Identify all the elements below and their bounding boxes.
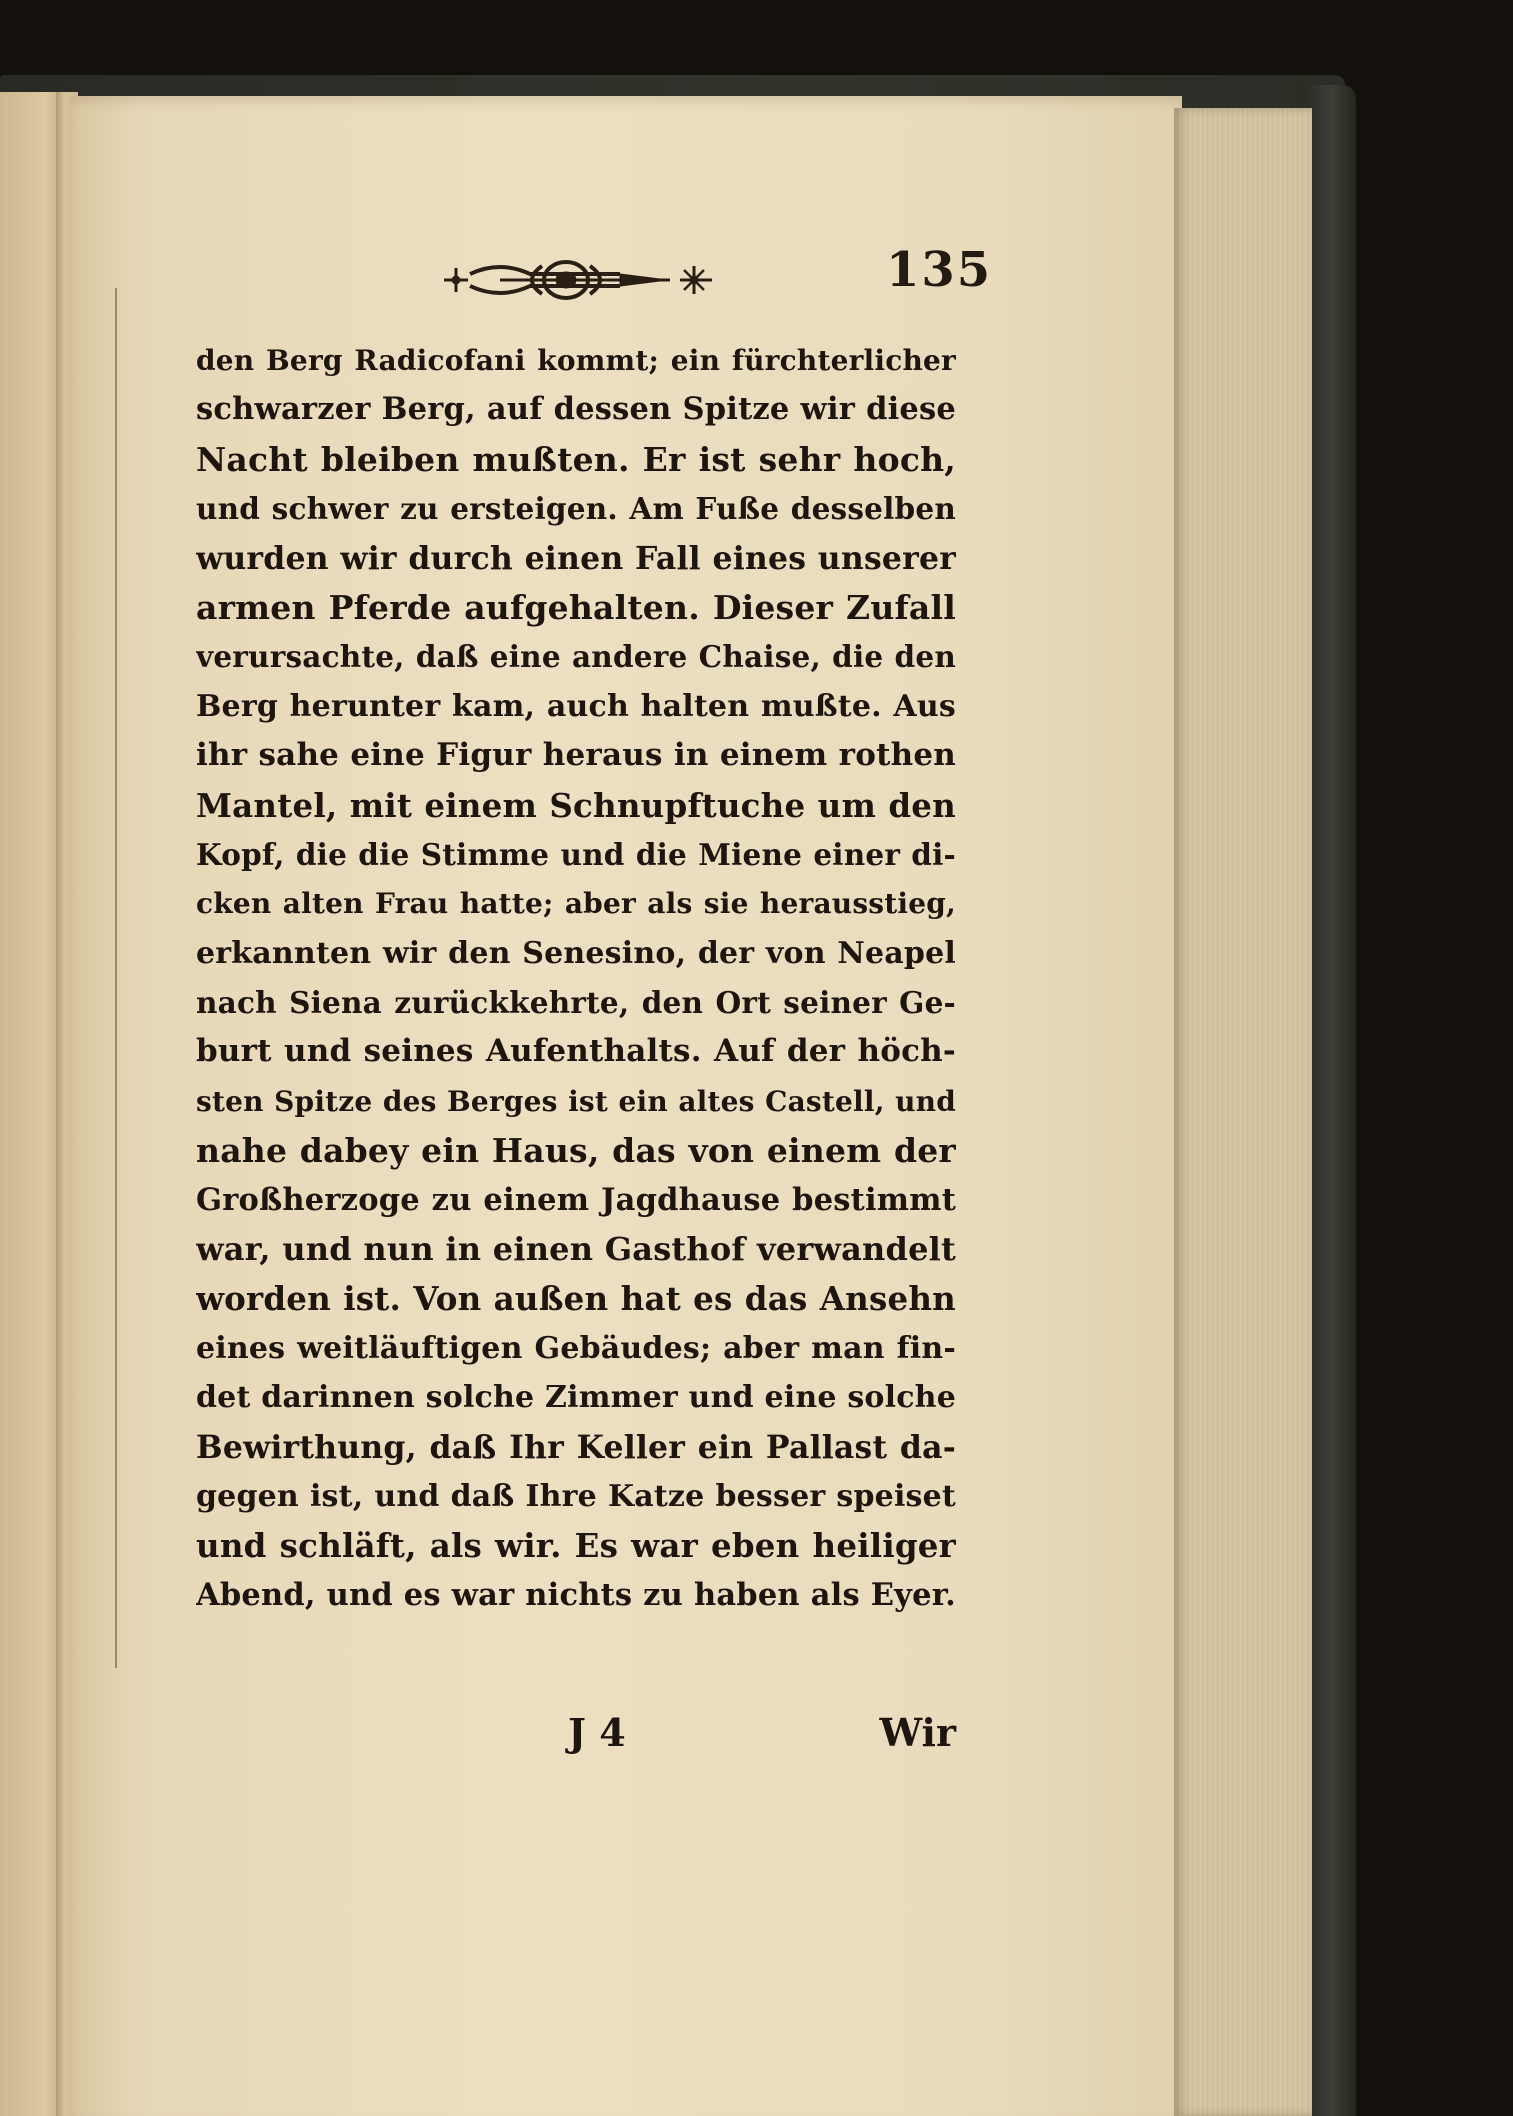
text-line: Bewirthung, daß Ihr Keller ein Pallast da- bbox=[196, 1428, 956, 1466]
body-text bbox=[196, 336, 956, 1620]
text-line: cken alten Frau hatte; aber als sie herausstieg, bbox=[196, 887, 956, 921]
text-line: Großherzoge zu einem Jagdhause bestimmt bbox=[196, 1181, 956, 1218]
text-line: Kopf, die die Stimme und die Miene einer di- bbox=[196, 836, 956, 872]
text-line: worden ist. Von außen hat es das Ansehn bbox=[196, 1279, 956, 1319]
page-header bbox=[440, 242, 993, 318]
text-line: und schwer zu ersteigen. Am Fuße desselben bbox=[196, 491, 956, 527]
text-line: Berg herunter kam, auch halten mußte. Aus bbox=[196, 688, 956, 724]
text-line: sten Spitze des Berges ist ein altes Castell, und bbox=[196, 1084, 956, 1118]
text-line: nach Siena zurückkehrte, den Ort seiner Ge- bbox=[196, 985, 956, 1021]
text-line: armen Pferde aufgehalten. Dieser Zufall bbox=[196, 587, 956, 627]
text-line: Nacht bleiben mußten. Er ist sehr hoch, bbox=[196, 439, 956, 479]
text-line: det darinnen solche Zimmer und eine solche bbox=[196, 1380, 956, 1416]
text-line: ihr sahe eine Figur heraus in einem rothen bbox=[196, 737, 956, 774]
text-line: war, und nun in einen Gasthof verwandelt bbox=[196, 1230, 956, 1269]
text-line: eines weitläuftigen Gebäudes; aber man fin- bbox=[196, 1330, 956, 1366]
text-line: und schläft, als wir. Es war eben heiliger bbox=[196, 1526, 956, 1566]
gutter-stitch-marks bbox=[110, 188, 150, 2116]
text-line: schwarzer Berg, auf dessen Spitze wir diese bbox=[196, 391, 956, 428]
text-line: burt und seines Aufenthalts. Auf der höch- bbox=[196, 1033, 956, 1070]
text-line: verursachte, daß eine andere Chaise, die den bbox=[196, 639, 956, 675]
printer-ornament-icon bbox=[440, 252, 730, 308]
text-line: gegen ist, und daß Ihre Katze besser speiset bbox=[196, 1478, 956, 1514]
text-line: wurden wir durch einen Fall eines unserer bbox=[196, 539, 956, 577]
text-line: nahe dabey ein Haus, das von einem der bbox=[196, 1131, 956, 1171]
text-line: erkannten wir den Senesino, der von Neapel bbox=[196, 935, 956, 971]
page-footer bbox=[196, 1710, 956, 1766]
signature-mark: J 4 bbox=[568, 1710, 626, 1755]
cover-edge bbox=[1308, 85, 1356, 2116]
text-line: Abend, und es war nichts zu haben als Eyer. bbox=[196, 1576, 956, 1613]
page-number: 135 bbox=[886, 242, 993, 298]
catchword: Wir bbox=[879, 1710, 956, 1755]
page-block-edges bbox=[1174, 108, 1312, 2116]
text-line: den Berg Radicofani kommt; ein fürchterlicher bbox=[196, 344, 956, 377]
text-line: Mantel, mit einem Schnupftuche um den bbox=[196, 785, 956, 825]
